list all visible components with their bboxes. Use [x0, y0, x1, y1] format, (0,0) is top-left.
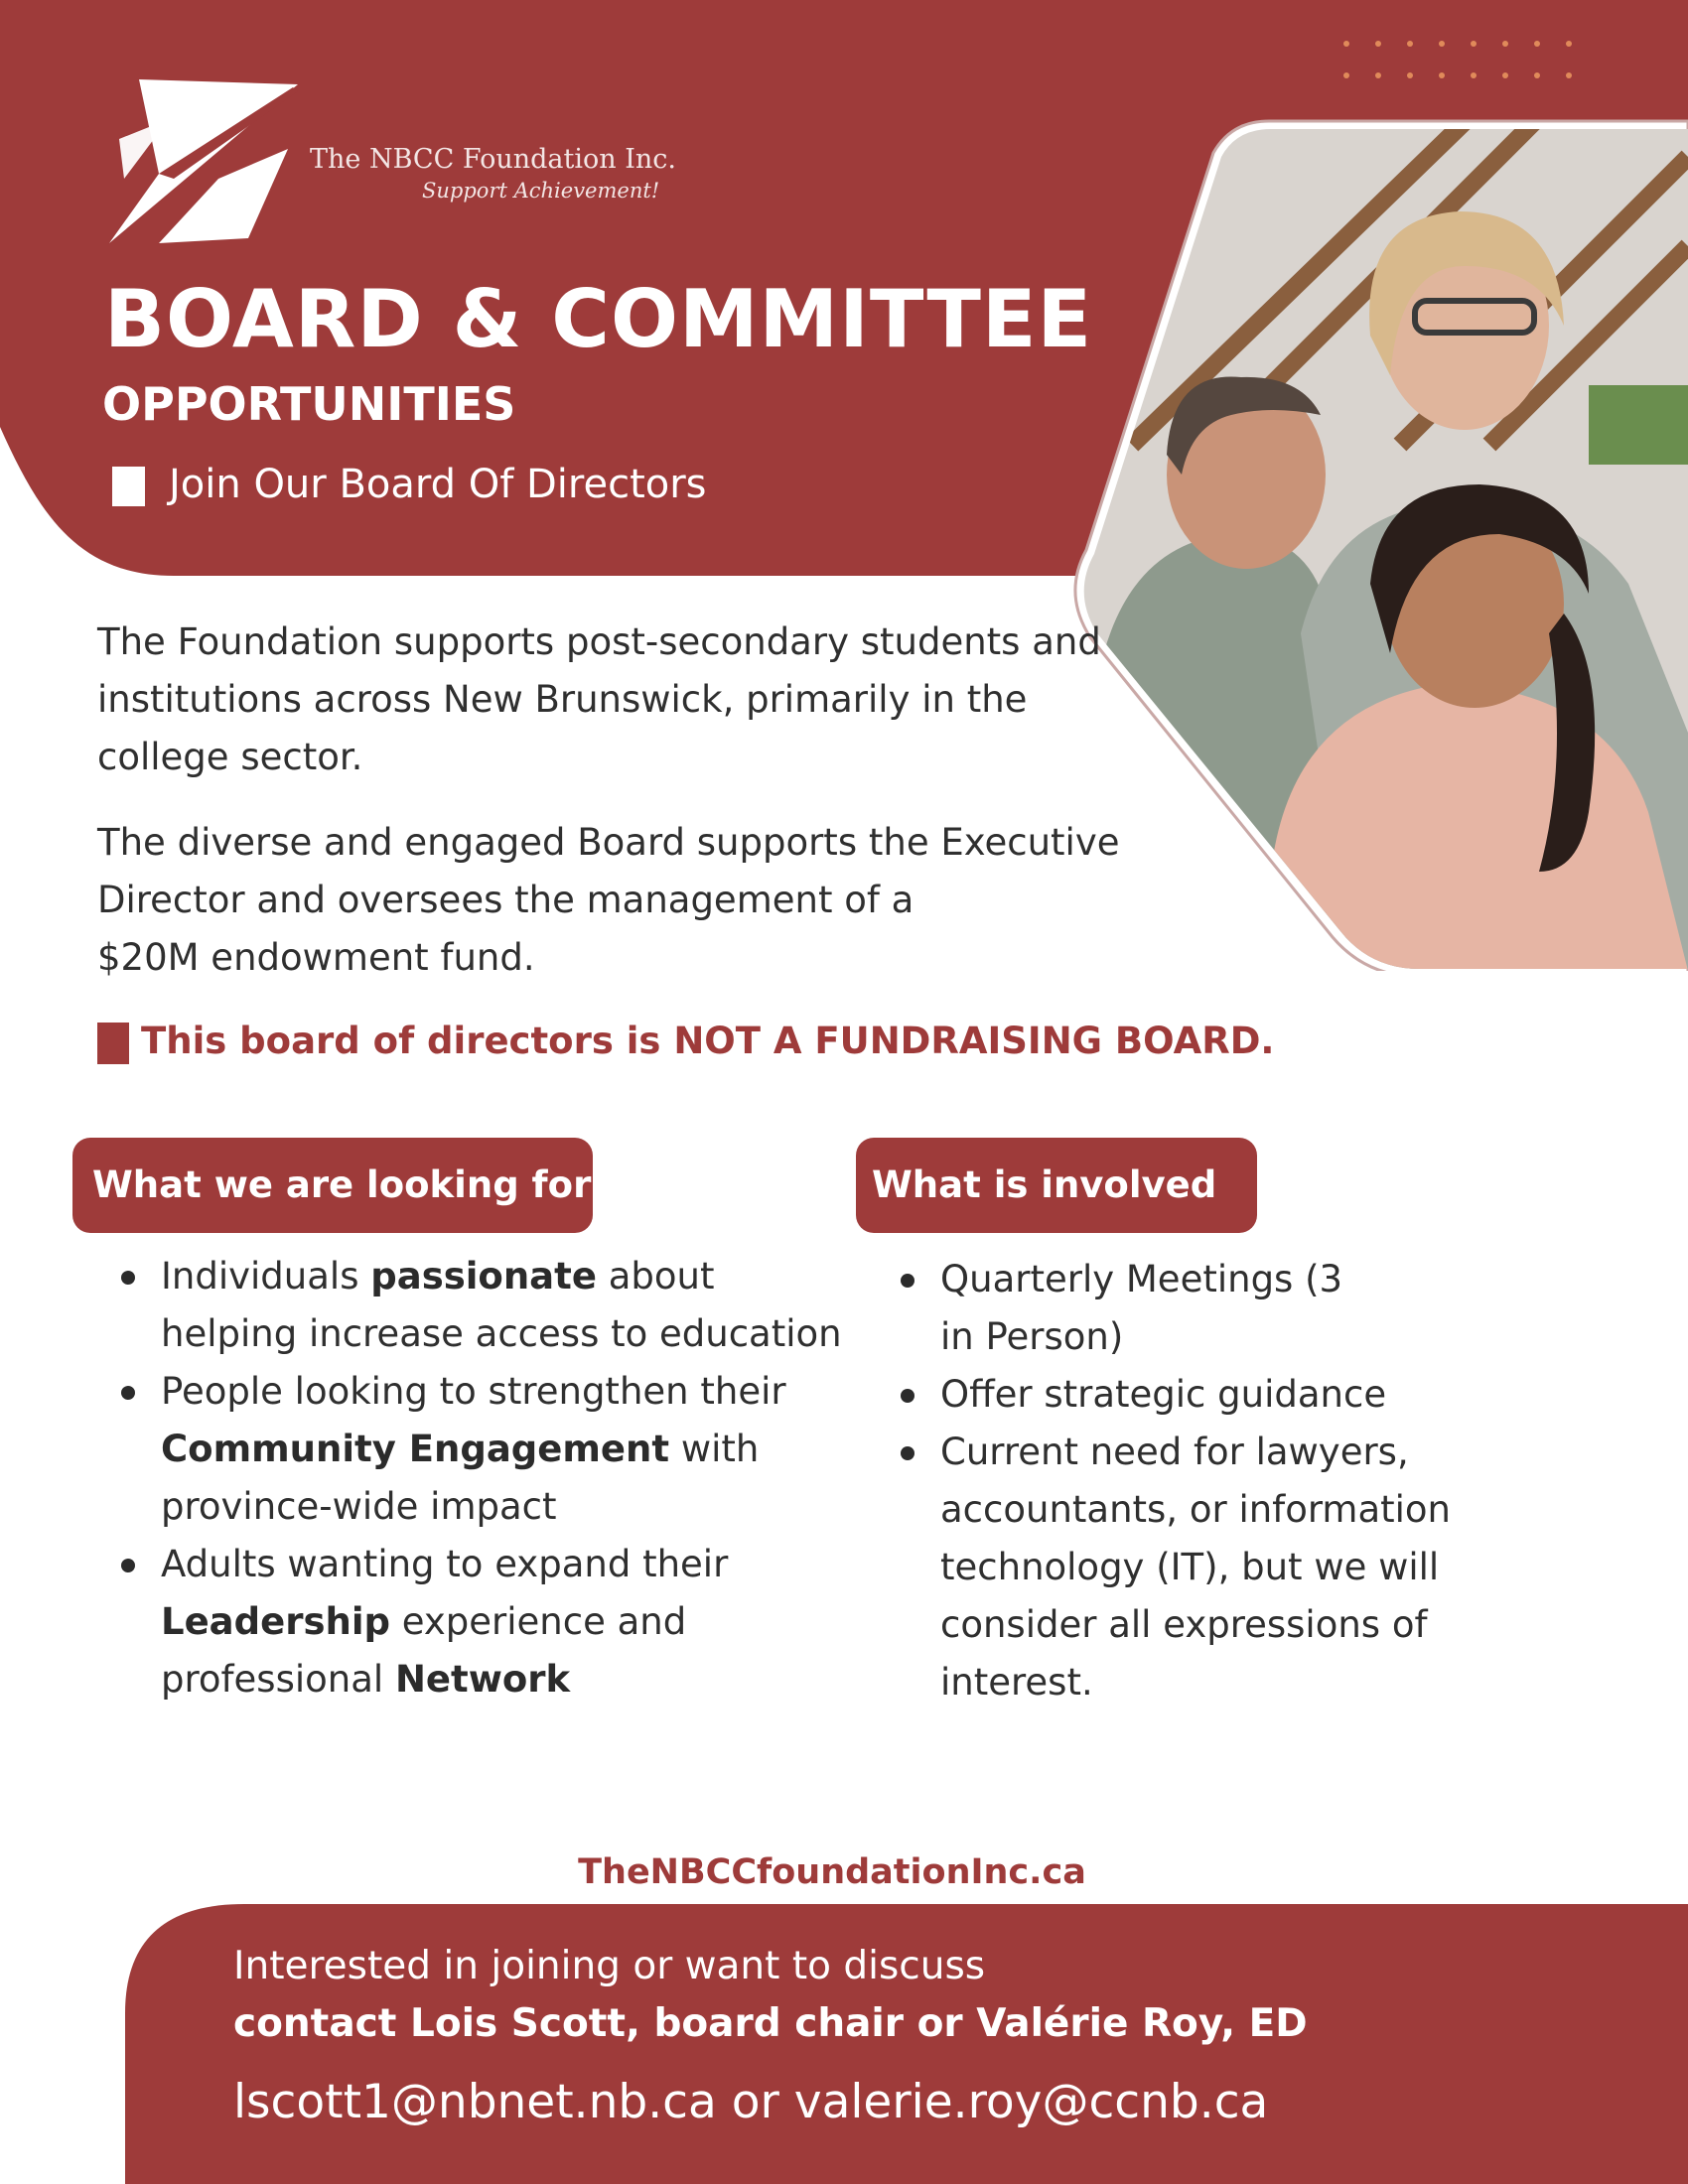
- list-item: [161, 1536, 846, 1708]
- website-text[interactable]: TheNBCCfoundationInc.ca: [578, 1852, 1086, 1892]
- bullet-icon: [121, 1271, 135, 1285]
- intro-paragraph-2-line-1: The diverse and engaged Board supports the Executive: [97, 821, 1120, 864]
- notice-marker-icon: [97, 1023, 129, 1064]
- involved-heading: What is involved: [856, 1138, 1257, 1233]
- list-item-text: People looking to strengthen their: [161, 1370, 786, 1413]
- list-item: [940, 1366, 1616, 1424]
- list-item-text: Individuals: [161, 1255, 371, 1297]
- list-item-text: about helping increase access to education: [161, 1255, 842, 1355]
- page-subtitle: OPPORTUNITIES: [102, 377, 516, 431]
- involved-list: [940, 1251, 1616, 1711]
- page-title: BOARD & COMMITTEE: [104, 273, 1093, 365]
- list-item-text: Quarterly Meetings (3 in Person): [940, 1258, 1343, 1358]
- list-item: [940, 1251, 1357, 1366]
- list-item-text: with province-wide impact: [161, 1428, 760, 1528]
- fundraising-notice: This board of directors is NOT A FUNDRAISING BOARD.: [141, 1020, 1275, 1062]
- list-item-text: Current need for lawyers, accountants, or information technology (IT), but we will consider all expressions of interest.: [940, 1431, 1451, 1704]
- intro-paragraph-2-line-3: $20M endowment fund.: [97, 936, 535, 979]
- bullet-icon: [901, 1446, 914, 1460]
- list-item: [940, 1424, 1556, 1711]
- list-item-text: Adults wanting to expand their: [161, 1543, 729, 1585]
- bullet-icon: [121, 1559, 135, 1572]
- footer-contacts: contact Lois Scott, board chair or Valérie Roy, ED: [233, 2001, 1308, 2046]
- intro-paragraph-2-line-2: Director and oversees the management of a: [97, 879, 914, 921]
- website-link[interactable]: [0, 1852, 1688, 1892]
- intro-paragraph-2: [97, 814, 1289, 987]
- looking-for-list: [161, 1248, 846, 1708]
- join-marker-icon: [112, 467, 145, 506]
- list-item: [161, 1248, 846, 1363]
- bullet-icon: [901, 1274, 914, 1288]
- list-item-emphasis: Network: [394, 1658, 571, 1701]
- list-item-text: experience and professional: [161, 1600, 687, 1701]
- org-tagline: Support Achievement!: [422, 179, 660, 203]
- looking-for-heading: What we are looking for: [72, 1138, 593, 1233]
- decorative-dots: [1340, 38, 1579, 87]
- list-item-emphasis: Leadership: [161, 1600, 390, 1643]
- list-item-emphasis: Community Engagement: [161, 1428, 670, 1470]
- footer-invite: Interested in joining or want to discuss: [233, 1944, 986, 1988]
- join-label: Join Our Board Of Directors: [169, 462, 707, 507]
- list-item-text: Offer strategic guidance: [940, 1373, 1387, 1416]
- intro-paragraph-1: The Foundation supports post-secondary students and institutions across New Brunswick, primarily in the college sector.: [97, 620, 1101, 778]
- bullet-icon: [121, 1386, 135, 1400]
- list-item-emphasis: passionate: [370, 1255, 597, 1297]
- org-name: The NBCC Foundation Inc.: [310, 144, 676, 175]
- list-item: [161, 1363, 846, 1536]
- bullet-icon: [901, 1389, 914, 1403]
- foundation-logo-icon: [99, 79, 298, 248]
- footer-emails[interactable]: lscott1@nbnet.nb.ca or valerie.roy@ccnb.ca: [233, 2075, 1269, 2129]
